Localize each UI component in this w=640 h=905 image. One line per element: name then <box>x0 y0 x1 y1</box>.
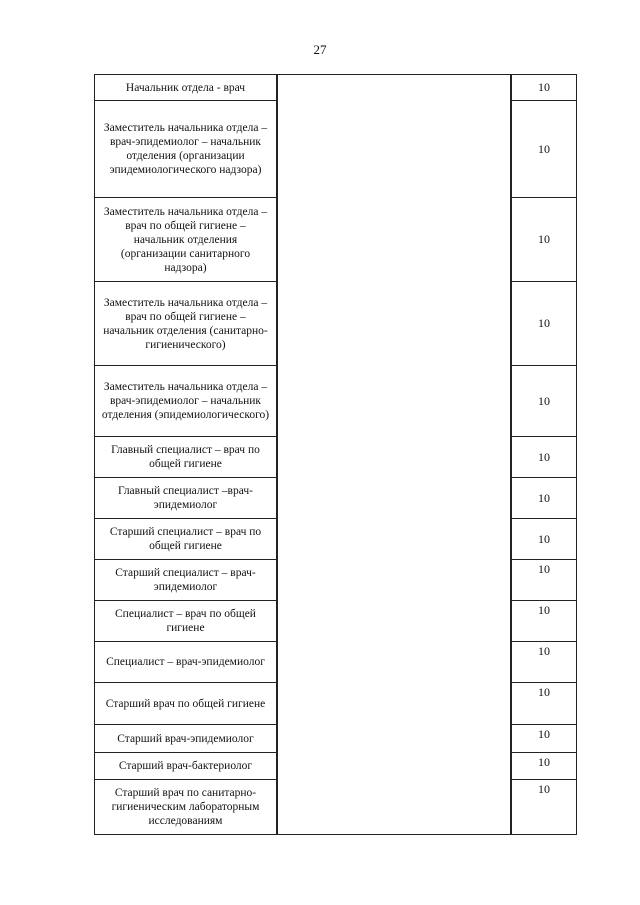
table-top-border <box>277 74 511 75</box>
value-cell: 10 <box>511 281 577 366</box>
value-cell: 10 <box>511 779 577 835</box>
position-cell: Старший врач-эпидемиолог <box>94 724 277 753</box>
value-cell: 10 <box>511 600 577 642</box>
value-cell: 10 <box>511 518 577 560</box>
table-bottom-border <box>277 834 511 835</box>
position-cell: Заместитель начальника отдела – врач по общей гигиене – начальник отделения (организации санитарного надзора) <box>94 197 277 282</box>
value-cell: 10 <box>511 365 577 437</box>
position-cell: Старший врач по общей гигиене <box>94 682 277 725</box>
position-cell: Старший специалист – врач по общей гигиене <box>94 518 277 560</box>
value-cell: 10 <box>511 724 577 753</box>
position-cell: Старший врач-бактериолог <box>94 752 277 780</box>
position-cell: Заместитель начальника отдела – врач по общей гигиене – начальник отделения (санитарно-гигиенического) <box>94 281 277 366</box>
value-cell: 10 <box>511 74 577 101</box>
value-cell: 10 <box>511 477 577 519</box>
value-cell: 10 <box>511 100 577 198</box>
value-cell: 10 <box>511 752 577 780</box>
position-cell: Старший врач по санитарно-гигиеническим лабораторным исследованиям <box>94 779 277 835</box>
position-cell: Главный специалист – врач по общей гигиене <box>94 436 277 478</box>
value-cell: 10 <box>511 682 577 725</box>
position-cell: Старший специалист – врач-эпидемиолог <box>94 559 277 601</box>
value-cell: 10 <box>511 436 577 478</box>
value-cell: 10 <box>511 197 577 282</box>
value-cell: 10 <box>511 641 577 683</box>
table-divider-left <box>277 74 278 835</box>
position-cell: Начальник отдела - врач <box>94 74 277 101</box>
page-number: 27 <box>313 42 327 57</box>
value-cell: 10 <box>511 559 577 601</box>
position-cell: Заместитель начальника отдела – врач-эпидемиолог – начальник отделения (организации эпидемиологического надзора) <box>94 100 277 198</box>
position-cell: Главный специалист –врач-эпидемиолог <box>94 477 277 519</box>
position-cell: Специалист – врач по общей гигиене <box>94 600 277 642</box>
position-cell: Заместитель начальника отдела – врач-эпидемиолог – начальник отделения (эпидемиологического) <box>94 365 277 437</box>
position-cell: Специалист – врач-эпидемиолог <box>94 641 277 683</box>
